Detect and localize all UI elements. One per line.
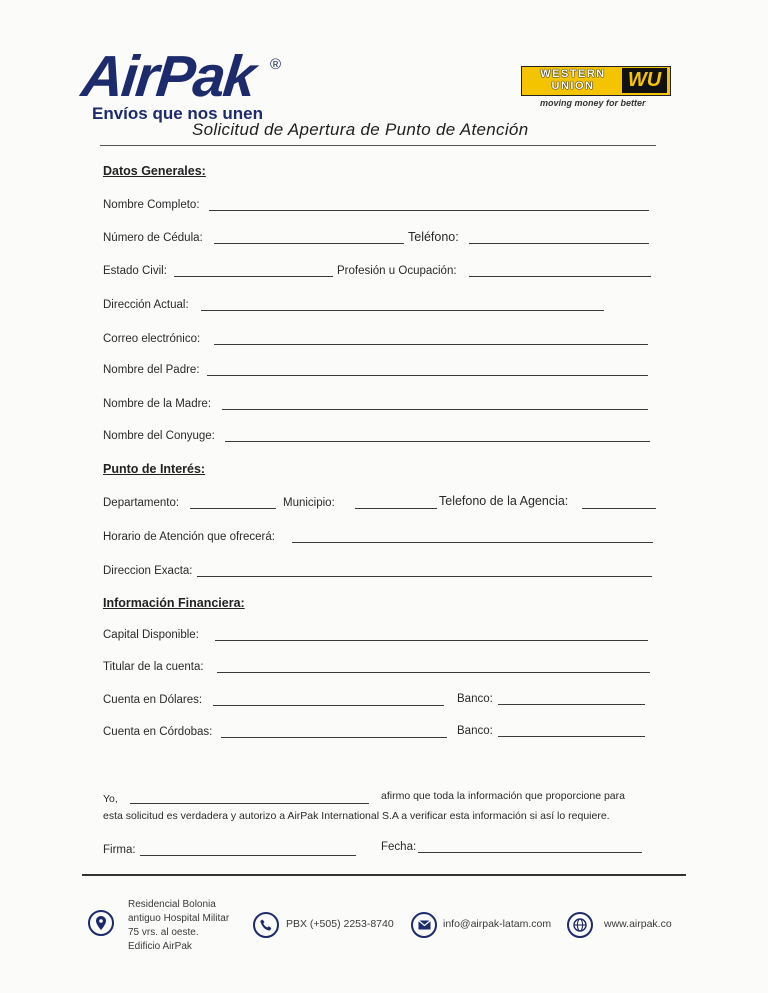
western-union-line1: WESTERN: [540, 68, 606, 80]
declaration-yo: Yo,: [103, 793, 118, 805]
departamento-field[interactable]: [190, 508, 276, 509]
nombre-madre-label: Nombre de la Madre:: [103, 398, 212, 410]
cuenta-dolares-field[interactable]: [213, 705, 444, 706]
title-rule: [100, 145, 656, 146]
horario-label: Horario de Atención que ofrecerá:: [103, 531, 275, 543]
banco-1-label: Banco:: [457, 693, 493, 705]
telefono-agencia-field[interactable]: [582, 508, 656, 509]
footer-website[interactable]: www.airpak.co: [604, 918, 672, 930]
telefono-field[interactable]: [469, 243, 649, 244]
direccion-actual-label: Dirección Actual:: [103, 299, 189, 311]
banco-1-field[interactable]: [498, 704, 645, 705]
footer-rule: [82, 874, 686, 876]
western-union-mark: WU: [622, 68, 667, 93]
banco-2-label: Banco:: [457, 725, 493, 737]
cuenta-dolares-label: Cuenta en Dólares:: [103, 694, 203, 706]
airpak-logo: AirPak: [78, 44, 258, 109]
section-datos-generales: Datos Generales:: [103, 164, 206, 178]
declaration-line1: afirmo que toda la información que proporcione para: [381, 790, 625, 802]
capital-label: Capital Disponible:: [103, 629, 199, 641]
western-union-line2: UNION: [551, 80, 595, 92]
firma-field[interactable]: [140, 855, 356, 856]
nombre-completo-label: Nombre Completo:: [103, 199, 200, 211]
cuenta-cordobas-field[interactable]: [221, 737, 447, 738]
numero-cedula-field[interactable]: [214, 243, 404, 244]
municipio-field[interactable]: [355, 508, 437, 509]
email-icon: [411, 912, 437, 938]
section-punto-interes: Punto de Interés:: [103, 462, 206, 476]
address-line-4: Edificio AirPak: [128, 941, 192, 952]
page-title: Solicitud de Apertura de Punto de Atención: [192, 120, 529, 139]
section-informacion-financiera: Información Financiera:: [103, 596, 245, 610]
nombre-conyuge-label: Nombre del Conyuge:: [103, 430, 215, 442]
correo-label: Correo electrónico:: [103, 333, 201, 345]
numero-cedula-label: Número de Cédula:: [103, 232, 203, 244]
western-union-wordmark: [526, 68, 620, 92]
declaration-line2: esta solicitud es verdadera y autorizo a AirPak International S.A a verificar esta información si así lo requiere.: [103, 810, 610, 822]
fecha-label: Fecha:: [381, 841, 417, 853]
address-line-2: antiguo Hospital Militar: [128, 913, 230, 924]
estado-civil-label: Estado Civil:: [103, 265, 167, 277]
telefono-label: Teléfono:: [408, 230, 459, 244]
profesion-label: Profesión u Ocupación:: [337, 265, 457, 277]
phone-icon: [253, 912, 279, 938]
footer-email[interactable]: info@airpak-latam.com: [443, 918, 552, 930]
telefono-agencia-label: Telefono de la Agencia:: [439, 494, 569, 508]
globe-icon: [567, 912, 593, 938]
address-line-3: 75 vrs. al oeste.: [128, 927, 199, 938]
profesion-field[interactable]: [469, 276, 651, 277]
nombre-conyuge-field[interactable]: [225, 441, 650, 442]
nombre-madre-field[interactable]: [222, 409, 648, 410]
direccion-exacta-label: Direccion Exacta:: [103, 565, 193, 577]
horario-field[interactable]: [292, 542, 653, 543]
footer-address: [128, 898, 229, 954]
correo-field[interactable]: [214, 344, 648, 345]
nombre-completo-field[interactable]: [209, 210, 649, 211]
estado-civil-field[interactable]: [174, 276, 333, 277]
location-pin-icon: [88, 910, 114, 936]
titular-label: Titular de la cuenta:: [103, 661, 204, 673]
logo-tagline: Envíos que nos unen: [92, 104, 263, 123]
banco-2-field[interactable]: [498, 736, 645, 737]
departamento-label: Departamento:: [103, 497, 180, 509]
cuenta-cordobas-label: Cuenta en Córdobas:: [103, 726, 213, 738]
footer-phone: PBX (+505) 2253-8740: [286, 918, 394, 930]
declarant-name-field[interactable]: [130, 803, 369, 804]
capital-field[interactable]: [215, 640, 648, 641]
direccion-actual-field[interactable]: [201, 310, 604, 311]
fecha-field[interactable]: [418, 852, 642, 853]
nombre-padre-label: Nombre del Padre:: [103, 364, 200, 376]
titular-field[interactable]: [217, 672, 650, 673]
western-union-tagline: moving money for better: [540, 98, 646, 108]
firma-label: Firma:: [103, 844, 136, 856]
address-line-1: Residencial Bolonia: [128, 899, 216, 910]
municipio-label: Municipio:: [283, 497, 335, 509]
registered-mark: ®: [270, 56, 282, 73]
nombre-padre-field[interactable]: [207, 375, 648, 376]
direccion-exacta-field[interactable]: [197, 576, 652, 577]
